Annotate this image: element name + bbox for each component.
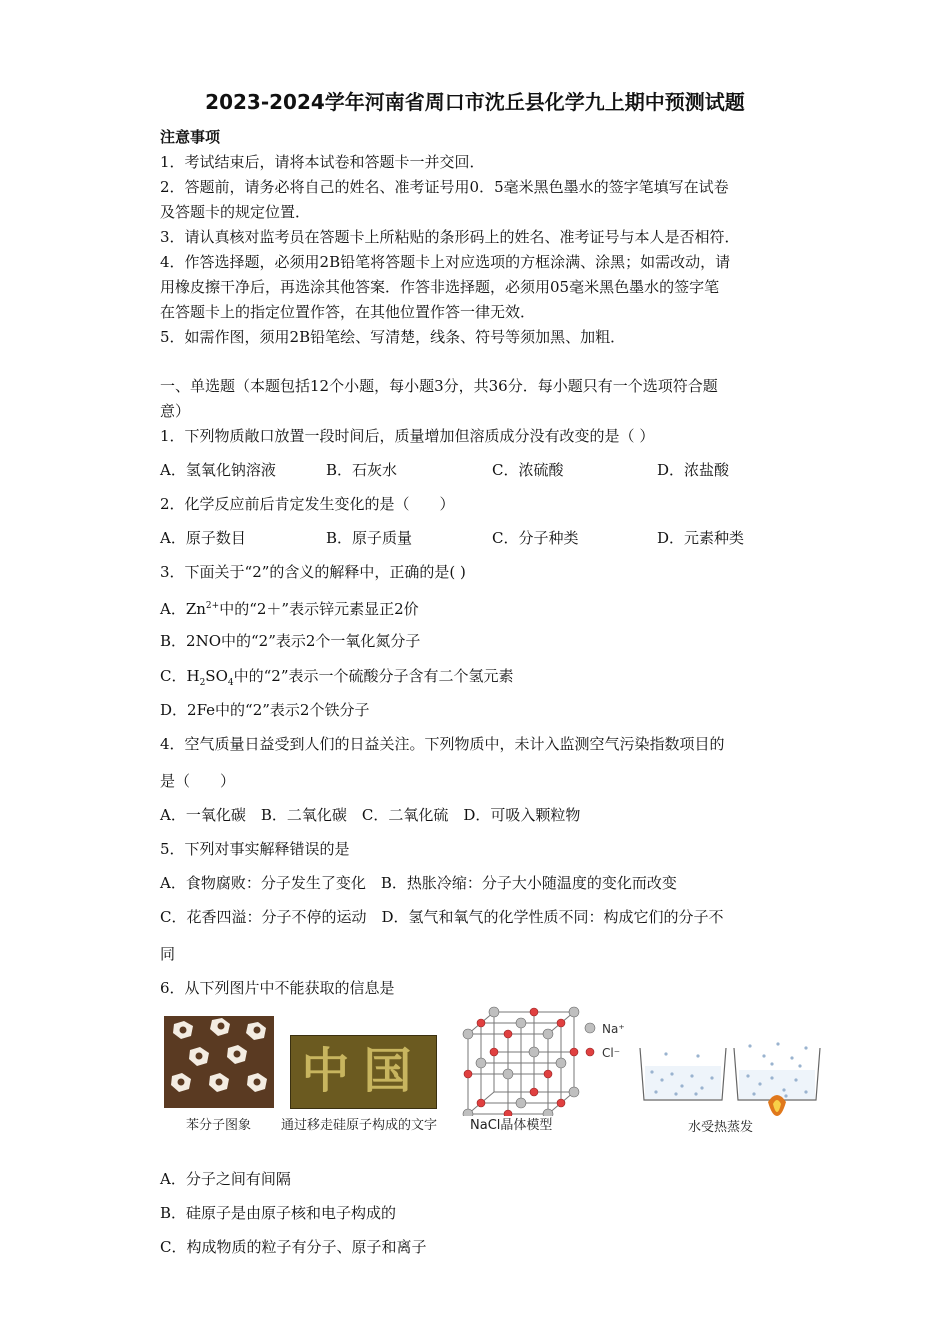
notice-line-2: 2．答题前，请务必将自己的姓名、准考证号用0．5毫米黑色墨水的签字笔填写在试卷 — [160, 178, 729, 196]
legend-na-ball — [585, 1023, 595, 1033]
q3-a-text: 中的“2＋”表示锌元素显正2价 — [219, 600, 419, 618]
notice-heading: 注意事项 — [160, 128, 221, 146]
q4-stem-line-1: 4．空气质量日益受到人们的日益关注。下列物质中，未计入监测空气污染指数项目的 — [160, 735, 725, 753]
q6-stem: 6．从下列图片中不能获取的信息是 — [160, 979, 395, 997]
q3-a-prefix: A．Zn — [160, 600, 206, 618]
q3-option-d: D．2Fe中的“2”表示2个铁分子 — [160, 701, 370, 719]
q3-a-superscript: 2+ — [205, 601, 220, 611]
caption-nacl: NaCl晶体模型 — [470, 1118, 553, 1133]
q5-options-cd-continued: 同 — [160, 945, 176, 963]
q2-option-d: D．元素种类 — [657, 529, 745, 547]
section-heading-line-2: 意） — [160, 402, 191, 420]
q5-options-cd: C．花香四溢：分子不停的运动 D．氢气和氧气的化学性质不同：构成它们的分子不 — [160, 908, 724, 926]
notice-line-7: 在答题卡上的指定位置作答，在其他位置作答一律无效． — [160, 303, 536, 321]
q2-stem: 2．化学反应前后肯定发生变化的是（ ） — [160, 495, 455, 513]
q3-c-mid: SO — [205, 667, 228, 685]
q3-c-sub-1: 2 — [199, 678, 206, 688]
q1-option-d: D．浓盐酸 — [657, 461, 730, 479]
page-title: 2023-2024学年河南省周口市沈丘县化学九上期中预测试题 — [205, 90, 745, 114]
q1-option-a: A．氢氧化钠溶液 — [160, 461, 276, 479]
q6-option-b: B．硅原子是由原子核和电子构成的 — [160, 1204, 397, 1222]
q2-option-b: B．原子质量 — [326, 529, 413, 547]
caption-silicon: 通过移走硅原子构成的文字 — [281, 1118, 438, 1133]
q6-option-c: C．构成物质的粒子有分子、原子和离子 — [160, 1238, 427, 1256]
q5-stem: 5．下列对事实解释错误的是 — [160, 840, 350, 858]
q3-c-sub-2: 4 — [227, 678, 234, 688]
section-heading-line-1: 一、单选题（本题包括12个小题，每小题3分，共36分．每小题只有一个选项符合题 — [160, 377, 718, 395]
notice-line-5: 4．作答选择题，必须用2B铅笔将答题卡上对应选项的方框涂满、涂黑；如需改动，请 — [160, 253, 731, 271]
q3-option-b: B．2NO中的“2”表示2个一氧化氮分子 — [160, 632, 421, 650]
benzene-image — [164, 1016, 274, 1108]
q3-c-prefix: C．H — [160, 667, 200, 685]
silicon-carved-text: 中国 — [301, 1043, 426, 1099]
q4-options: A．一氧化碳 B．二氧化碳 C．二氧化硫 D．可吸入颗粒物 — [160, 806, 581, 824]
q3-c-text: 中的“2”表示一个硫酸分子含有二个氢元素 — [233, 667, 514, 685]
caption-evaporation: 水受热蒸发 — [688, 1120, 754, 1135]
legend-cl-ball — [586, 1048, 594, 1056]
q3-option-a — [160, 595, 419, 620]
q3-stem: 3．下面关于“2”的含义的解释中，正确的是( ) — [160, 563, 466, 581]
notice-line-3: 及答题卡的规定位置． — [160, 203, 311, 221]
legend-na-label: Na⁺ — [602, 1022, 625, 1036]
q6-option-a: A．分子之间有间隔 — [160, 1170, 291, 1188]
notice-line-4: 3．请认真核对监考员在答题卡上所粘贴的条形码上的姓名、准考证号与本人是否相符． — [160, 228, 740, 246]
notice-line-8: 5．如需作图，须用2B铅笔绘、写清楚，线条、符号等须加黑、加粗． — [160, 328, 626, 346]
q1-stem: 1．下列物质敞口放置一段时间后，质量增加但溶质成分没有改变的是（ ） — [160, 427, 655, 445]
q3-option-c — [160, 665, 514, 694]
q1-option-b: B．石灰水 — [326, 461, 398, 479]
q4-stem-line-2: 是（ ） — [160, 772, 236, 790]
silicon-text-image — [290, 1035, 437, 1109]
water-evaporation-image — [636, 1036, 822, 1116]
q5-options-ab: A．食物腐败：分子发生了变化 B．热胀冷缩：分子大小随温度的变化而改变 — [160, 874, 677, 892]
legend-cl-label: Cl⁻ — [602, 1046, 621, 1060]
notice-line-6: 用橡皮擦干净后，再选涂其他答案．作答非选择题，必须用05毫米黑色墨水的签字笔 — [160, 278, 720, 296]
nacl-crystal-model — [458, 1006, 628, 1116]
caption-benzene: 苯分子图象 — [186, 1118, 252, 1133]
q2-option-c: C．分子种类 — [492, 529, 579, 547]
q2-option-a: A．原子数目 — [160, 529, 246, 547]
q1-option-c: C．浓硫酸 — [492, 461, 564, 479]
notice-line-1: 1．考试结束后，请将本试卷和答题卡一并交回． — [160, 153, 485, 171]
